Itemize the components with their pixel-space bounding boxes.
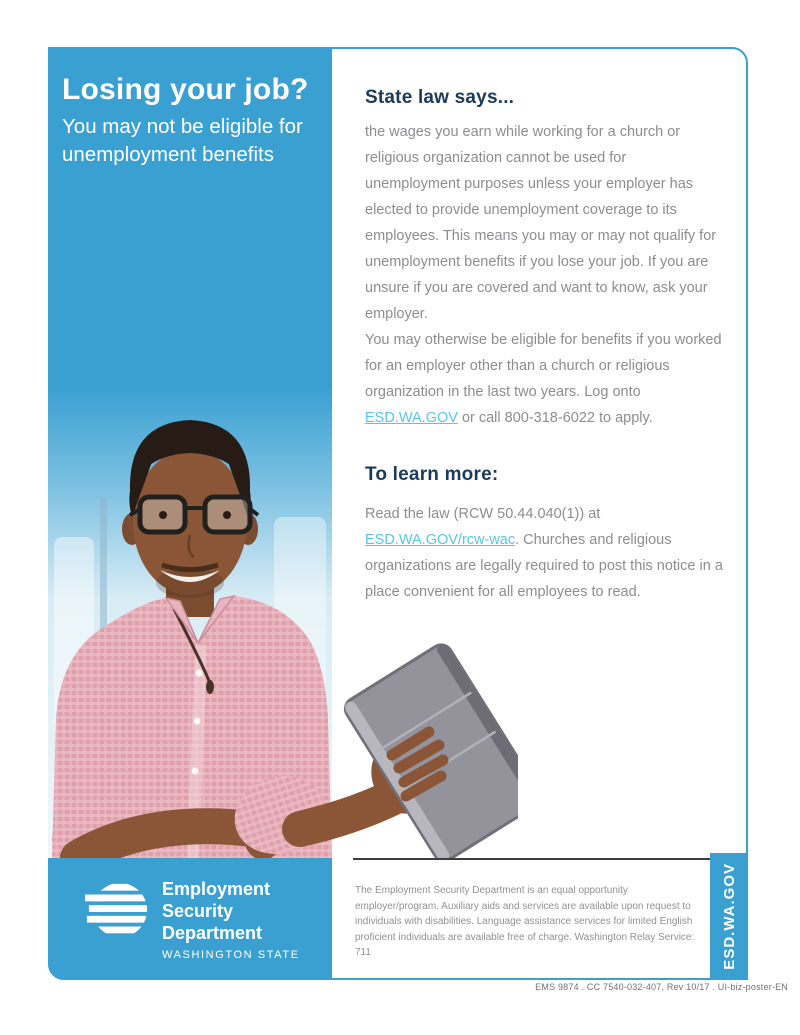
equal-opportunity-disclaimer: The Employment Security Department is an equal opportunity employer/program. Auxiliary aids and services are available upon request to individuals with disabilities. Language assistance services for limited English proficient individuals are available free of charge. Washington Relay Service: 711 [355,885,695,958]
poster-frame [48,47,748,980]
rcw-wac-link[interactable]: ESD.WA.GOV/rcw-wac [365,532,516,548]
learn-more-text-after: . Churches and religious organizations are legally required to post this notice in a place convenient for all employees to read. [365,532,723,600]
esd-wa-gov-link[interactable]: ESD.WA.GOV [365,410,458,426]
apply-text-before: You may otherwise be eligible for benefits if you worked for an employer other than a church or religious organization in the last two years. Log onto [365,332,722,400]
photo-background [48,387,335,858]
state-law-heading: State law says... [365,87,515,108]
footer-divider [353,858,712,860]
esd-wa-gov-vertical-banner [710,853,748,980]
esd-logo-text [162,878,300,961]
logo-line-3: Department [162,923,263,943]
hand-and-tablet [300,641,518,858]
esd-globe-icon [85,878,149,944]
vertical-banner-text: ESD.WA.GOV [720,863,738,970]
man-with-tablet-photo [48,387,518,858]
logo-tagline: WASHINGTON STATE [162,949,300,961]
logo-line-2: Security [162,901,234,921]
logo-line-1: Employment [162,879,271,899]
esd-logo [85,878,300,961]
learn-more-text-before: Read the law (RCW 50.44.040(1)) at [365,506,601,522]
learn-more-heading: To learn more: [365,464,499,485]
document-number: EMS 9874 . CC 7540-032-407, Rev 10/17 . UI-biz-poster-EN [535,982,788,992]
apply-text-after: or call 800-318-6022 to apply. [457,410,653,426]
state-law-paragraph: the wages you earn while working for a church or religious organization cannot be used for unemployment purposes unless your employer has elected to provide unemployment coverage to its employees. This means you may or may not qualify for unemployment benefits if you lose your job. If you are unsure if you are covered and want to know, ask your employer. [365,124,717,322]
headline: Losing your job? [62,73,309,106]
subheadline: You may not be eligible for unemployment benefits [62,115,303,167]
